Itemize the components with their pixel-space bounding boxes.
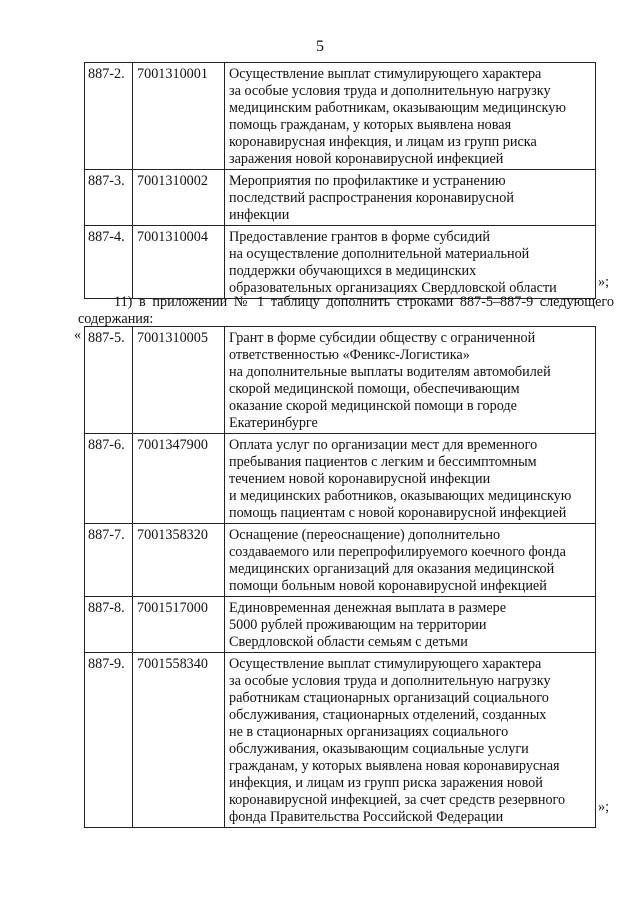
description-cell: Единовременная денежная выплата в размере 5000 рублей проживающим на территории Свердловской области семьям с детьми xyxy=(225,597,596,653)
code-cell: 7001347900 xyxy=(133,434,225,524)
opening-quote: « xyxy=(74,327,82,343)
description-cell: Грант в форме субсидии обществу с ограниченной ответственностью «Феникс-Логистика» на дополнительные выплаты водителям автомобилей скорой медицинской помощи, обеспечивающим оказание скорой медицинской помощи в городе Екатеринбурге xyxy=(225,327,596,434)
row-number-cell: 887-4. xyxy=(85,226,133,299)
code-cell: 7001517000 xyxy=(133,597,225,653)
closing-quote-2: »; xyxy=(598,799,610,815)
code-cell: 7001310004 xyxy=(133,226,225,299)
code-cell: 7001558340 xyxy=(133,653,225,828)
budget-table-continued xyxy=(84,62,596,299)
table-row xyxy=(85,226,596,299)
row-number-cell: 887-7. xyxy=(85,524,133,597)
page-number: 5 xyxy=(316,38,324,55)
table-row xyxy=(85,653,596,828)
table-row xyxy=(85,170,596,226)
row-number-cell: 887-6. xyxy=(85,434,133,524)
code-cell: 7001358320 xyxy=(133,524,225,597)
description-cell: Мероприятия по профилактике и устранению последствий распространения коронавирусной инфекции xyxy=(225,170,596,226)
budget-table-additions xyxy=(84,326,596,828)
code-cell: 7001310001 xyxy=(133,63,225,170)
code-cell: 7001310002 xyxy=(133,170,225,226)
row-number-cell: 887-3. xyxy=(85,170,133,226)
code-cell: 7001310005 xyxy=(133,327,225,434)
description-cell: Оснащение (переоснащение) дополнительно создаваемого или перепрофилируемого коечного фонда медицинских организаций для оказания медицинской помощи больным новой коронавирусной инфекцией xyxy=(225,524,596,597)
closing-quote: »; xyxy=(598,274,610,290)
row-number-cell: 887-9. xyxy=(85,653,133,828)
row-number-cell: 887-8. xyxy=(85,597,133,653)
table-row xyxy=(85,63,596,170)
table-row xyxy=(85,327,596,434)
row-number-cell: 887-5. xyxy=(85,327,133,434)
table-row xyxy=(85,524,596,597)
description-cell: Осуществление выплат стимулирующего характера за особые условия труда и дополнительную нагрузку медицинским работникам, оказывающим медицинскую помощь гражданам, у которых выявлена новая коронавирусная инфекция, и лицам из групп риска заражения новой коронавирусной инфекцией xyxy=(225,63,596,170)
table-row xyxy=(85,597,596,653)
table-row xyxy=(85,434,596,524)
description-cell: Предоставление грантов в форме субсидий на осуществление дополнительной материальной поддержки обучающихся в медицинских образовательных организациях Свердловской области xyxy=(225,226,596,299)
row-number-cell: 887-2. xyxy=(85,63,133,170)
description-cell: Оплата услуг по организации мест для временного пребывания пациентов с легким и бессимптомным течением новой коронавирусной инфекции и медицинских работников, оказывающих медицинскую помощь пациентам с новой коронавирусной инфекцией xyxy=(225,434,596,524)
paragraph-item-11: 11) в приложении № 1 таблицу дополнить строками 887-5–887-9 следующего содержания: xyxy=(78,294,614,327)
description-cell: Осуществление выплат стимулирующего характера за особые условия труда и дополнительную нагрузку работникам стационарных организаций социального обслуживания, стационарных отделений, созданных не в стационарных организациях социального обслуживания, оказывающим социальные услуги гражданам, у которых выявлена новая коронавирусная инфекция, и лицам из групп риска заражения новой коронавирусной инфекцией, за счет средств резервного фонда Правительства Российской Федерации xyxy=(225,653,596,828)
